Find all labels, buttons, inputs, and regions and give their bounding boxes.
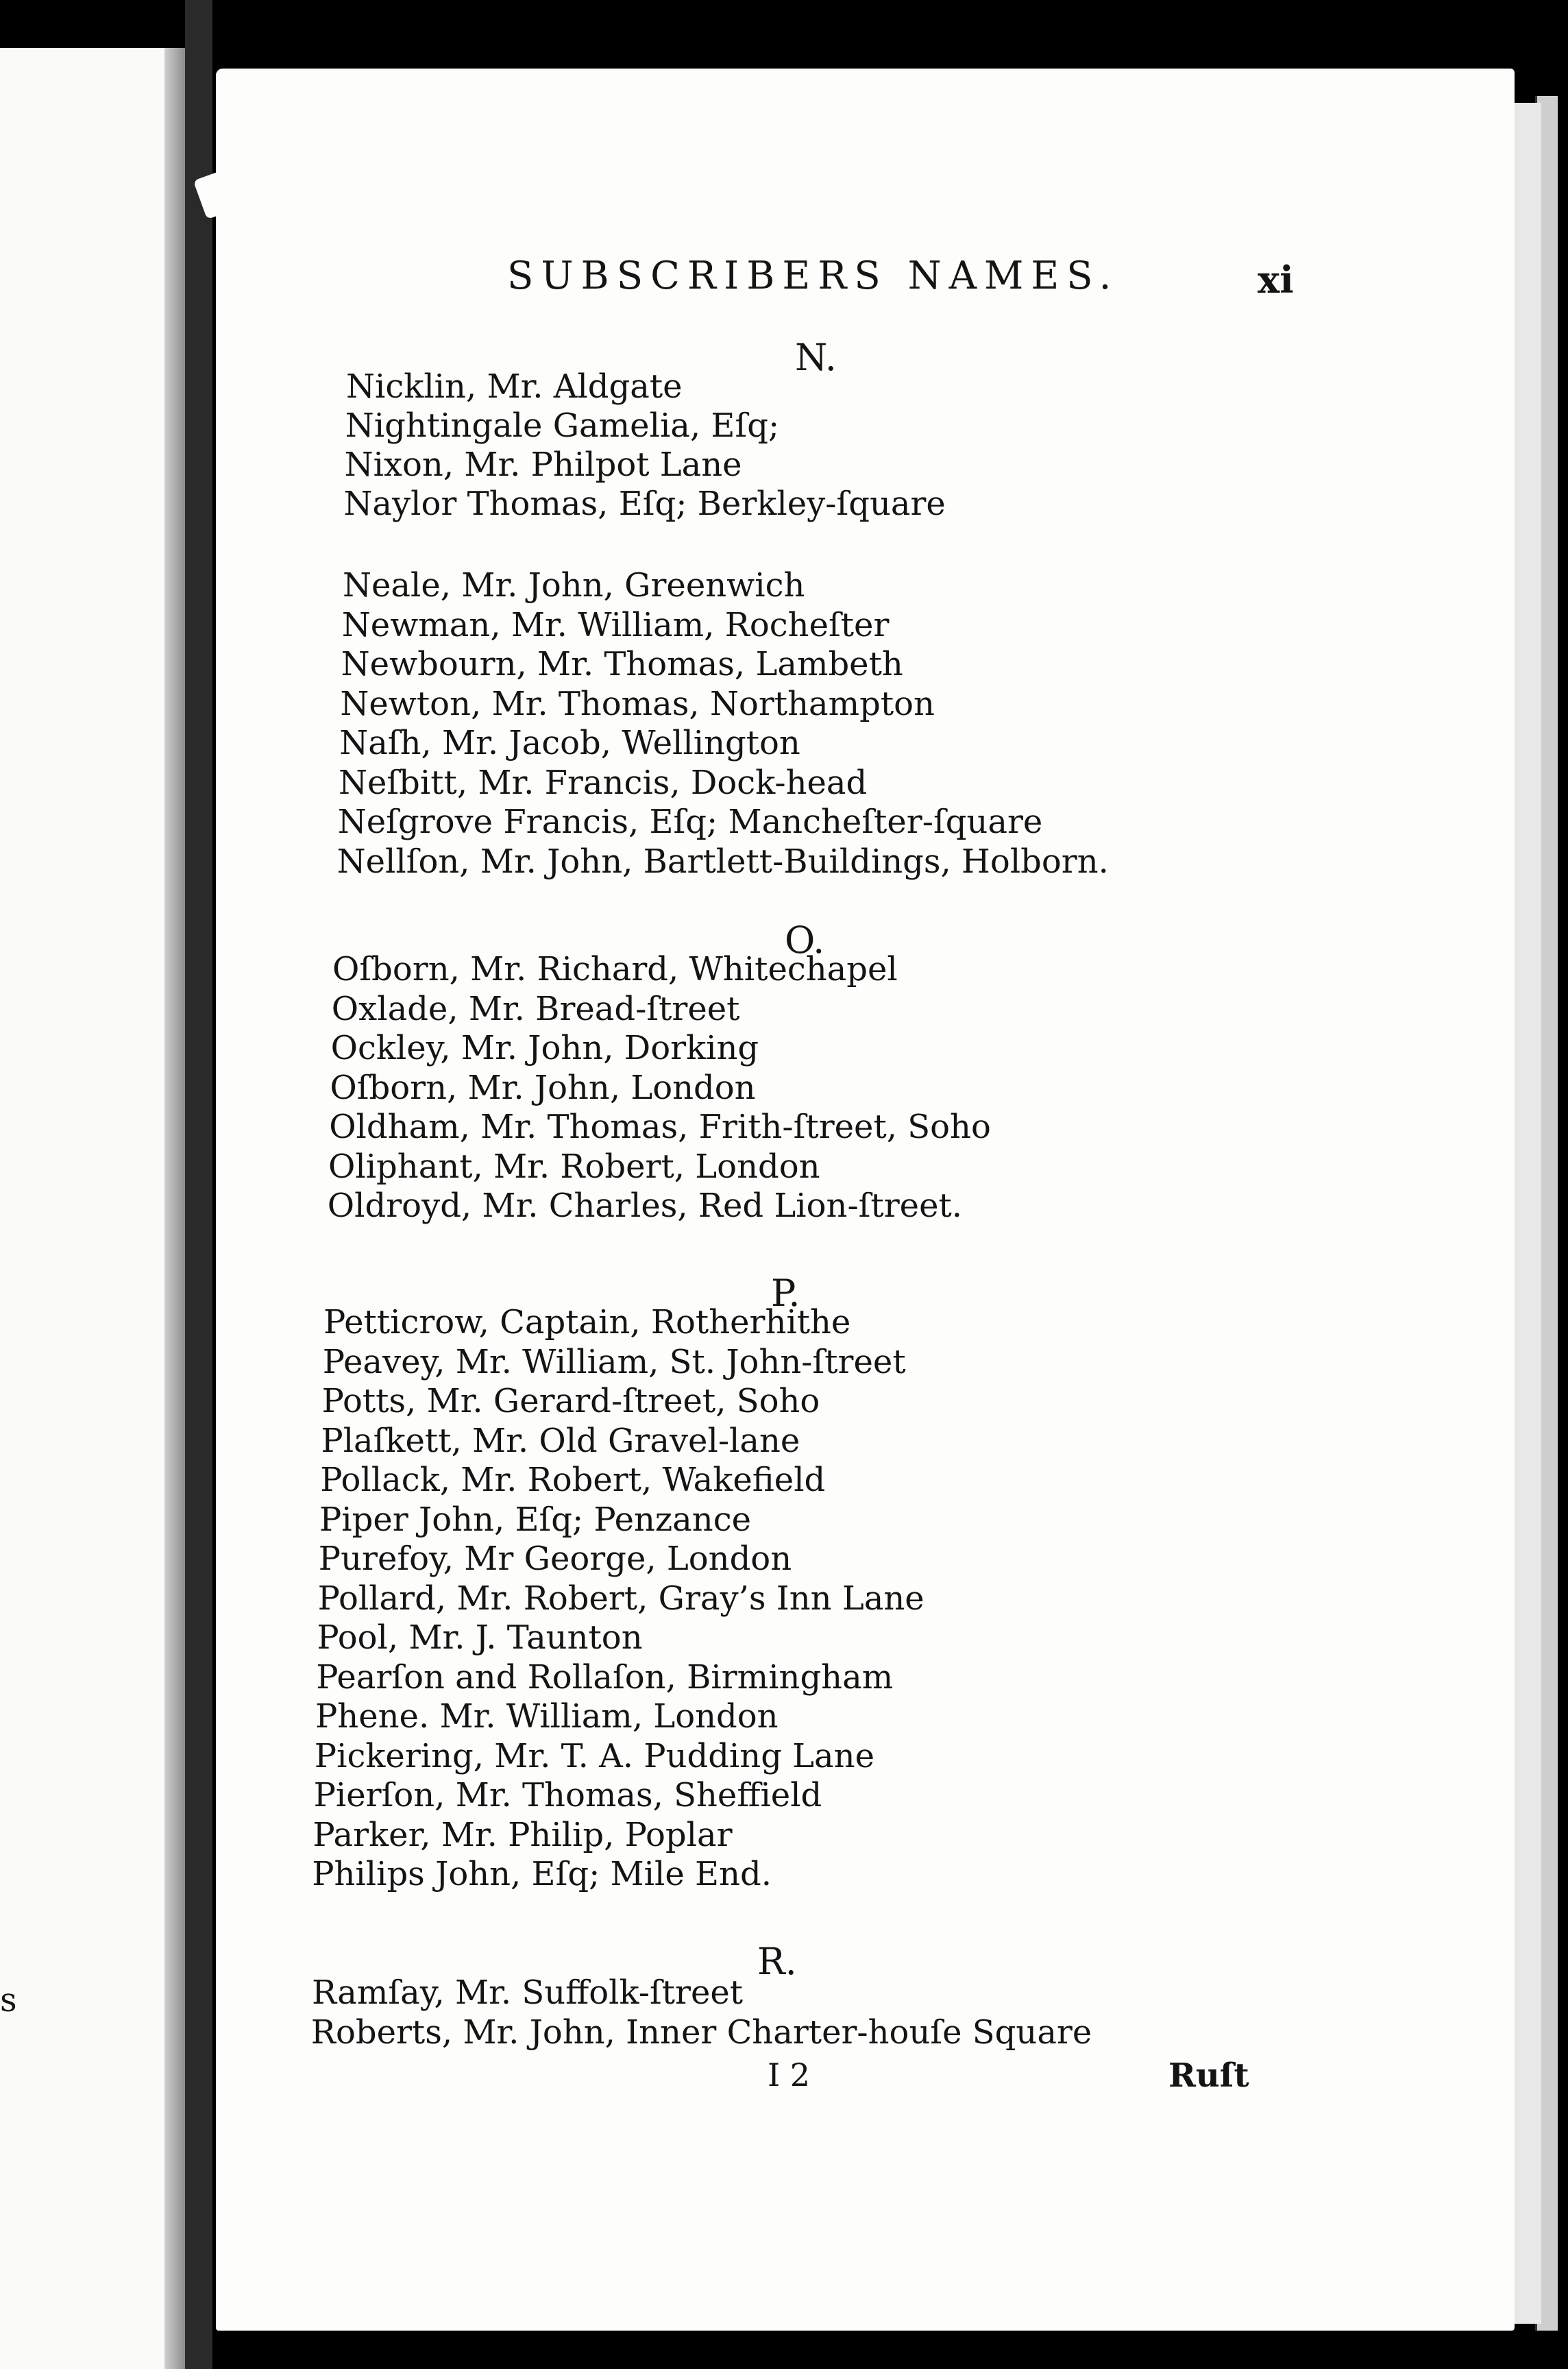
subscriber-entry: Oldroyd, Mr. Charles, Red Lion-ſtreet. (327, 1187, 963, 1225)
subscriber-entry: Peavey, Mr. William, St. John-ſtreet (322, 1342, 906, 1381)
running-head: SUBSCRIBERS NAMES. (507, 254, 1119, 298)
subscriber-entry: Ramſay, Mr. Suffolk-ſtreet (312, 1973, 744, 2012)
subscriber-entry: Oxlade, Mr. Bread-ſtreet (331, 989, 740, 1028)
subscriber-entry: Neſgrove Francis, Eſq; Mancheſter-ſquare (337, 803, 1043, 841)
subscriber-entry: Nellſon, Mr. John, Bartlett-Buildings, Holborn. (336, 842, 1109, 881)
subscriber-entry: Naylor Thomas, Eſq; Berkley-ſquare (343, 485, 946, 523)
subscriber-entry: Phene. Mr. William, London (315, 1697, 779, 1736)
catchword: Ruſt (1168, 2056, 1249, 2095)
subscriber-entry: Neale, Mr. John, Greenwich (343, 566, 805, 605)
left-facing-page (0, 48, 185, 2369)
subscriber-entry: Pearſon and Rollaſon, Birmingham (316, 1657, 894, 1697)
section-letter: N. (795, 336, 837, 379)
subscriber-entry: Oliphant, Mr. Robert, London (328, 1147, 820, 1186)
subscriber-entry: Philips John, Eſq; Mile End. (312, 1855, 772, 1893)
section-letter: P. (771, 1272, 800, 1315)
subscriber-entry: Piper John, Eſq; Penzance (319, 1500, 751, 1539)
subscriber-entry: Purefoy, Mr George, London (318, 1540, 792, 1578)
subscriber-entry: Oldham, Mr. Thomas, Frith-ſtreet, Soho (329, 1108, 991, 1146)
printer-signature: I 2 (768, 2056, 811, 2093)
subscriber-entry: Pollack, Mr. Robert, Wakefield (320, 1461, 826, 1499)
page-edge-front (1511, 103, 1541, 2324)
subscriber-entry: Nixon, Mr. Philpot Lane (344, 446, 742, 484)
facing-page-margin-letter: s (0, 1981, 17, 2019)
subscriber-entry: Plaſkett, Mr. Old Gravel-lane (321, 1421, 800, 1460)
subscriber-entry: Oſborn, Mr. Richard, Whitechapel (332, 950, 898, 988)
subscriber-entry: Petticrow, Captain, Rotherhithe (323, 1303, 851, 1341)
subscriber-entry: Neſbitt, Mr. Francis, Dock-head (339, 763, 868, 802)
subscriber-entry: Newton, Mr. Thomas, Northampton (340, 684, 935, 723)
subscriber-entry: Newbourn, Mr. Thomas, Lambeth (341, 645, 903, 683)
subscriber-entry: Nightingale Gamelia, Eſq; (345, 406, 780, 445)
subscriber-entry: Parker, Mr. Philip, Poplar (313, 1815, 733, 1854)
subscriber-entry: Nicklin, Mr. Aldgate (346, 367, 683, 406)
subscriber-entry: Pickering, Mr. T. A. Pudding Lane (314, 1736, 874, 1775)
section-letter: R. (757, 1940, 797, 1983)
subscriber-entry: Pool, Mr. J. Taunton (317, 1618, 643, 1657)
subscriber-entry: Oſborn, Mr. John, London (330, 1068, 756, 1107)
subscriber-entry: Pierſon, Mr. Thomas, Sheffield (313, 1776, 822, 1814)
subscriber-entry: Ockley, Mr. John, Dorking (330, 1029, 759, 1067)
subscriber-entry: Newman, Mr. William, Rocheſter (341, 605, 890, 644)
subscriber-entry: Naſh, Mr. Jacob, Wellington (339, 724, 800, 762)
book-gutter (185, 0, 212, 2369)
subscriber-entry: Pollard, Mr. Robert, Gray’s Inn Lane (317, 1579, 924, 1618)
page-number: xi (1258, 258, 1294, 302)
section-letter: O. (785, 919, 825, 962)
subscriber-entry: Roberts, Mr. John, Inner Charter-houſe Square (310, 2013, 1092, 2052)
subscriber-entry: Potts, Mr. Gerard-ſtreet, Soho (321, 1382, 820, 1420)
